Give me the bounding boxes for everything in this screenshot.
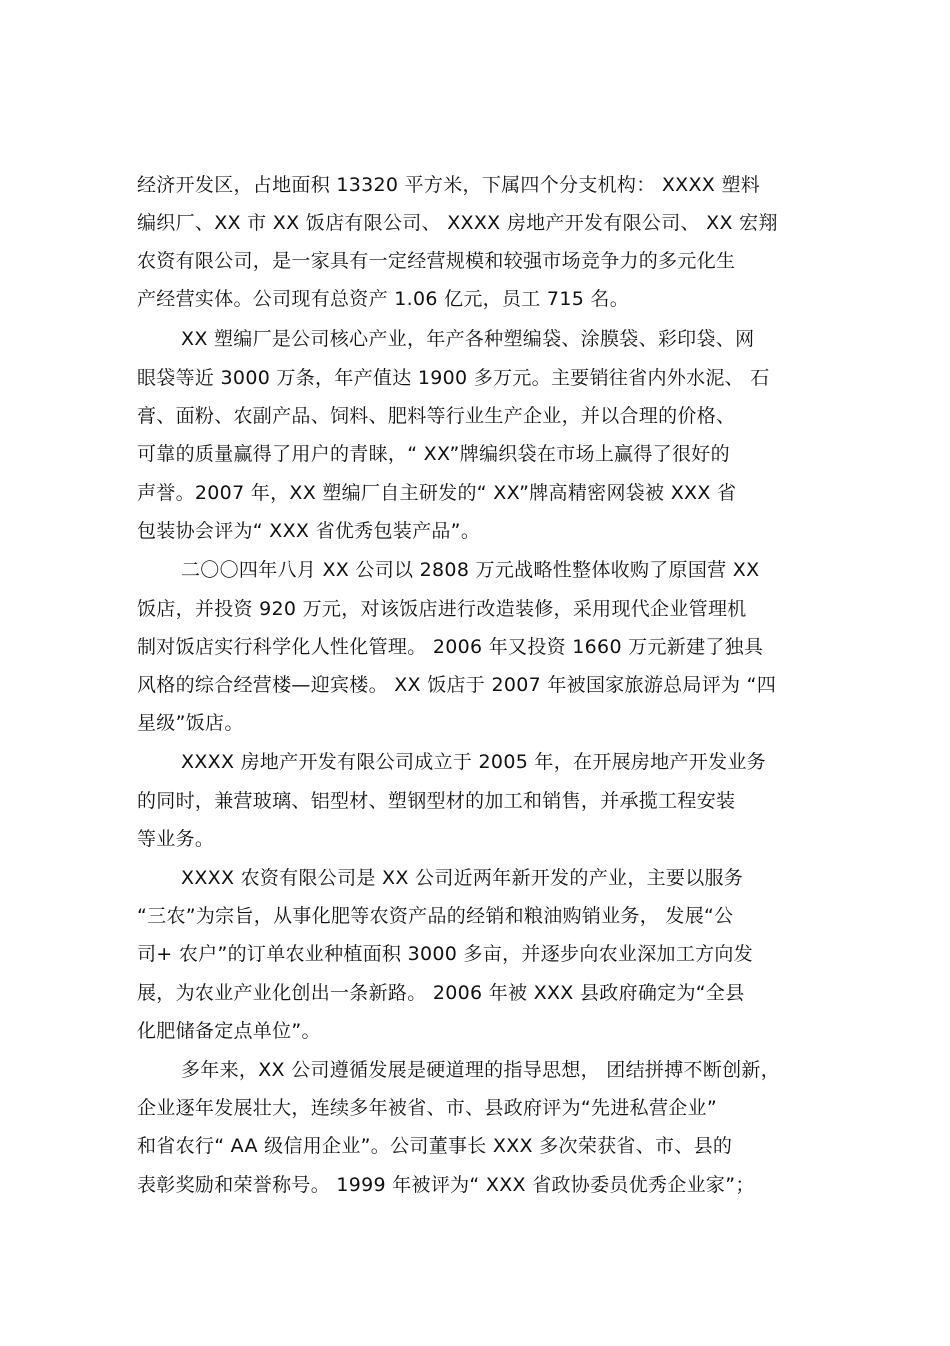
text-line: 经济开发区，占地面积 13320 平方米，下属四个分支机构： XXXX 塑料	[137, 174, 761, 196]
text-line: 表彰奖励和荣誉称号。 1999 年被评为“ XXX 省政协委员优秀企业家”；	[137, 1174, 755, 1196]
text-line: 和省农行“ AA 级信用企业”。公司董事长 XXX 多次荣获省、市、县的	[137, 1135, 733, 1157]
text-line: 包装协会评为“ XXX 省优秀包装产品”。	[137, 520, 481, 542]
text-line: 化肥储备定点单位”。	[137, 1020, 321, 1042]
text-line: 制对饭店实行科学化人性化管理。 2006 年又投资 1660 万元新建了独具	[137, 636, 764, 658]
text-line: 企业逐年发展壮大，连续多年被省、市、县政府评为“先进私营企业”	[137, 1097, 717, 1119]
text-line: 眼袋等近 3000 万条，年产值达 1900 多万元。主要销往省内外水泥、 石	[137, 367, 770, 389]
text-line: “三农”为宗旨，从事化肥等农资产品的经销和粮油购销业务， 发展“公	[137, 905, 734, 927]
paragraph-first-line: XX 塑编厂是公司核心产业，年产各种塑编袋、涂膜袋、彩印袋、网	[181, 328, 755, 350]
paragraph-first-line: 二〇〇四年八月 XX 公司以 2808 万元战略性整体收购了原国营 XX	[181, 559, 760, 581]
text-line: 司+ 农户”的订单农业种植面积 3000 多亩，并逐步向农业深加工方向发	[137, 943, 754, 965]
paragraph-first-line: XXXX 房地产开发有限公司成立于 2005 年，在开展房地产开发业务	[181, 751, 767, 773]
text-line: 饭店，并投资 920 万元，对该饭店进行改造装修，采用现代企业管理机	[137, 598, 747, 620]
text-line: 农资有限公司，是一家具有一定经营规模和较强市场竞争力的多元化生	[137, 250, 736, 272]
text-line: 等业务。	[137, 828, 215, 850]
text-line: 声誉。2007 年，XX 塑编厂自主研发的“ XX”牌高精密网袋被 XXX 省	[137, 482, 737, 504]
paragraph-first-line: 多年来，XX 公司遵循发展是硬道理的指导思想， 团结拼搏不断创新，	[181, 1059, 781, 1081]
text-line: 展，为农业产业化创出一条新路。 2006 年被 XXX 县政府确定为“全县	[137, 982, 745, 1004]
text-line: 风格的综合经营楼—迎宾楼。 XX 饭店于 2007 年被国家旅游总局评为 “四	[137, 674, 777, 696]
text-line: 产经营实体。公司现有总资产 1.06 亿元，员工 715 名。	[137, 288, 630, 310]
paragraph-first-line: XXXX 农资有限公司是 XX 公司近两年新开发的产业，主要以服务	[181, 867, 744, 889]
text-line: 可靠的质量赢得了用户的青睐，“ XX”牌编织袋在市场上赢得了很好的	[137, 443, 730, 465]
text-line: 星级”饭店。	[137, 712, 244, 734]
text-line: 的同时，兼营玻璃、铝型材、塑钢型材的加工和销售，并承揽工程安装	[137, 790, 736, 812]
text-line: 编织厂、XX 市 XX 饭店有限公司、 XXXX 房地产开发有限公司、 XX 宏翔	[137, 212, 778, 234]
text-line: 膏、面粉、农副产品、饲料、肥料等行业生产企业，并以合理的价格、	[137, 405, 736, 427]
